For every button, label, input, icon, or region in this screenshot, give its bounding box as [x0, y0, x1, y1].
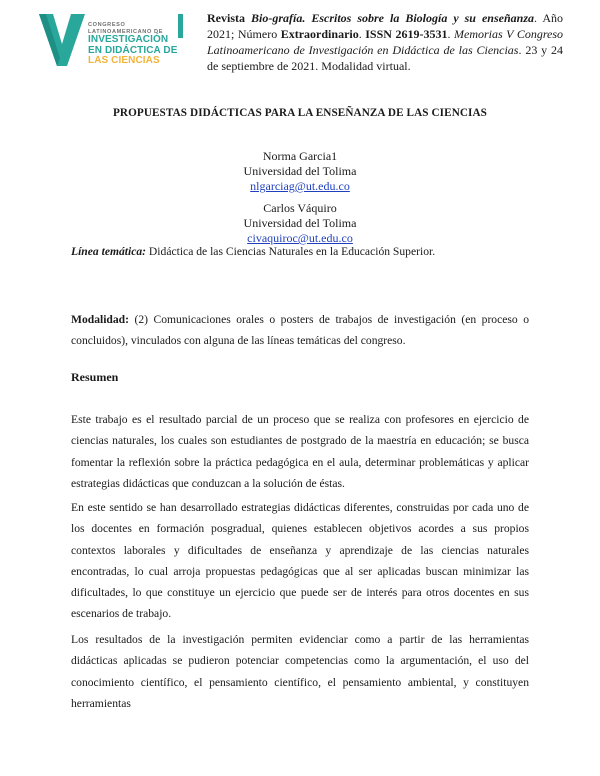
modalidad	[71, 309, 529, 352]
author-email-link[interactable]: civaquiroc@ut.edu.co	[247, 231, 353, 245]
journal-header: Revista Bio-grafía. Escritos sobre la Biología y su enseñanza. Año 2021; Número Extraordinario. ISSN 2619-3531. Memorias V Congreso Latinoamericano de Investigación en Didáctica de las Ciencias. 23 y 24 de septiembre de 2021. Modalidad virtual.	[207, 11, 564, 73]
linea-label: Línea temática:	[71, 245, 147, 258]
author-affiliation: Universidad del Tolima	[243, 216, 357, 230]
header-extraordinario: Extraordinario	[280, 27, 359, 41]
paper-title: PROPUESTAS DIDÁCTICAS PARA LA ENSEÑANZA DE LAS CIENCIAS	[112, 107, 488, 119]
linea-tematica	[71, 241, 529, 262]
logo-line-3: INVESTIGACIÓN	[88, 34, 169, 46]
resumen-paragraph-2: En este sentido se han desarrollado estrategias didácticas diferentes, construidas por cada uno de los docentes en formación posgradual, quienes establecen objetivos acordes a sus propios contextos laborales y dificultades de enseñanza y aprendizaje de las ciencias naturales encontradas, lo cual arroja propuestas pedagógicas que al ser aplicadas buscan minimizar las dificultades, lo que constituye un ejercicio que puede ser de interés para otros docentes en sus escenarios de trabajo.	[71, 501, 529, 621]
resumen-heading: Resumen	[71, 370, 119, 384]
linea-text: Didáctica de las Ciencias Naturales en la Educación Superior.	[146, 245, 436, 258]
resumen-paragraph-3: Los resultados de la investigación permiten evidenciar como a partir de las herramientas didácticas aplicadas se pudieron potenciar competencias como la argumentación, el uso del conocimiento científico, el pensamiento científico, el pensamiento ambiental, y constituyen herramientas	[71, 633, 529, 710]
header-numero: Número	[237, 27, 278, 41]
author-name: Carlos Váquiro	[263, 201, 337, 215]
revista-label: Revista	[207, 11, 245, 25]
revista-title: Bio-grafía. Escritos sobre la Biología y su enseñanza	[251, 11, 534, 25]
logo-line-1: CONGRESO	[88, 22, 126, 28]
header-year: . Año 2021;	[207, 11, 563, 41]
author-block-1	[0, 149, 600, 194]
header-dates: . 23 y 24 de septiembre de 2021. Modalidad virtual.	[207, 43, 564, 73]
author-block-2	[0, 201, 600, 246]
header-issn: ISSN 2619-3531	[365, 27, 448, 41]
logo-line-5: LAS CIENCIAS	[88, 55, 160, 67]
logo-wordmark	[88, 22, 177, 67]
logo-line-4: EN DIDÁCTICA DE	[88, 44, 178, 56]
congress-logo	[36, 8, 186, 70]
author-affiliation: Universidad del Tolima	[243, 164, 357, 178]
header-memorias: Memorias V Congreso Latinoamericano de Investigación en Didáctica de las Ciencias	[207, 27, 564, 57]
modalidad-text: (2) Comunicaciones orales o posters de trabajos de investigación (en proceso o concluidos), vinculados con alguna de las líneas temáticas del congreso.	[71, 313, 529, 348]
logo-line-2: LATINOAMERICANO DE	[88, 28, 164, 35]
author-email-link[interactable]: nlgarciag@ut.edu.co	[250, 179, 350, 193]
author-name: Norma Garcia1	[262, 149, 338, 163]
modalidad-label: Modalidad:	[71, 313, 129, 326]
resumen-paragraph-1: Este trabajo es el resultado parcial de un proceso que se realiza con profesores en ejercicio de ciencias naturales, los cuales son estudiantes de postgrado de la maestría en educación; se busca fomentar la reflexión sobre la práctica pedagógica en el aula, determinar problemáticas y aplicar estrategias didácticas que conduzcan a la solución de éstas.	[71, 413, 529, 490]
